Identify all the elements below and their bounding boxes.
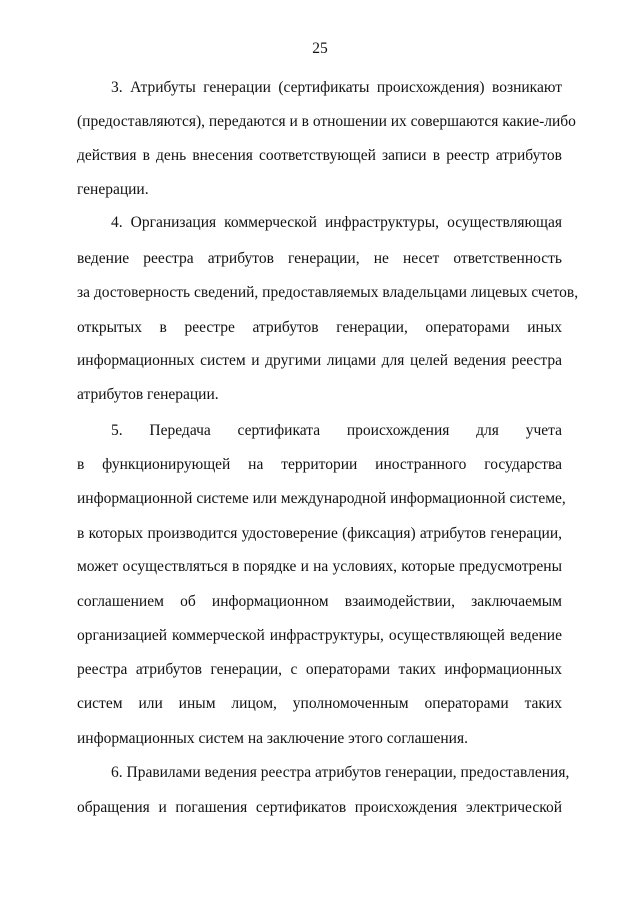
paragraph-line: атрибутов генерации. — [77, 386, 219, 403]
paragraph-line: в которых производится удостоверение (фиксация) атрибутов генерации, — [77, 525, 562, 542]
paragraph-line: систем или иным лицом, уполномоченным операторами таких — [77, 695, 562, 712]
paragraph-line: соглашением об информационном взаимодействии, заключаемым — [77, 593, 562, 610]
paragraph-line: информационных систем на заключение этого соглашения. — [77, 730, 468, 747]
paragraph-line: информационных систем и другими лицами для целей ведения реестра — [77, 352, 562, 369]
paragraph-line: (предоставляются), передаются и в отношении их совершаются какие-либо — [77, 113, 576, 130]
paragraph-line: 6. Правилами ведения реестра атрибутов генерации, предоставления, — [111, 764, 570, 781]
paragraph-line: действия в день внесения соответствующей записи в реестр атрибутов — [77, 147, 562, 164]
paragraph-line: в функционирующей на территории иностранного государства — [77, 456, 562, 473]
paragraph-line: может осуществляться в порядке и на условиях, которые предусмотрены — [77, 558, 562, 575]
paragraph-line: организацией коммерческой инфраструктуры, осуществляющей ведение — [77, 627, 562, 644]
paragraph-line: реестра атрибутов генерации, с операторами таких информационных — [77, 661, 562, 678]
paragraph-line: обращения и погашения сертификатов происхождения электрической — [77, 799, 562, 816]
paragraph-line: 3. Атрибуты генерации (сертификаты происхождения) возникают — [111, 79, 562, 96]
paragraph-line: за достоверность сведений, предоставляемых владельцами лицевых счетов, — [77, 284, 579, 301]
paragraph-line: открытых в реестре атрибутов генерации, операторами иных — [77, 319, 562, 336]
page-number: 25 — [312, 40, 328, 57]
paragraph-line: 5. Передача сертификата происхождения для учета — [111, 422, 562, 439]
paragraph-line: 4. Организация коммерческой инфраструктуры, осуществляющая — [111, 214, 562, 231]
paragraph-line: генерации. — [77, 181, 149, 198]
paragraph-line: информационной системе или международной информационной системе, — [77, 490, 566, 507]
paragraph-line: ведение реестра атрибутов генерации, не несет ответственность — [77, 250, 562, 267]
